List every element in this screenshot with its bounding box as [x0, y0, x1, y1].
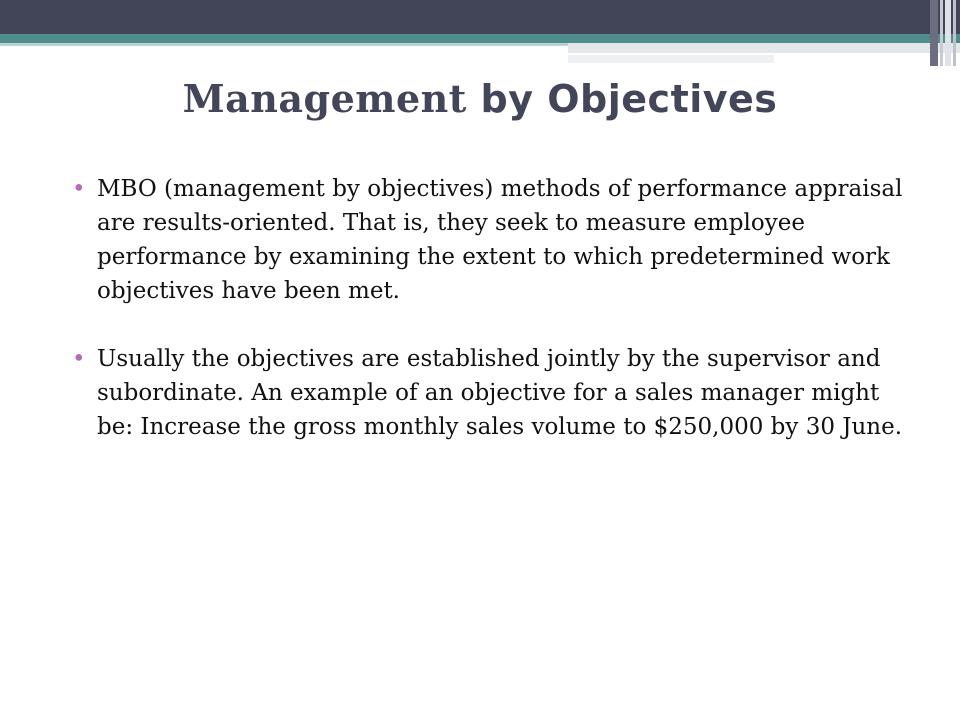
- bullet-item: [72, 172, 922, 308]
- corner-strip: [953, 0, 956, 66]
- slide-title-rest: by Objectives: [466, 77, 778, 121]
- slide-title-bold: Management: [182, 76, 467, 121]
- header-band-gray: [568, 43, 960, 53]
- bullet-icon: •: [72, 176, 86, 202]
- corner-strip: [940, 0, 943, 66]
- header-band-teal: [0, 34, 960, 43]
- bullet-list: [72, 172, 922, 478]
- slide-title: [0, 76, 960, 121]
- bullet-text: MBO (management by objectives) methods of performance appraisal are results-oriented. That is, they seek to measure employee performance by examining the extent to which predetermined work objectives have been met.: [97, 176, 903, 304]
- bullet-text: Usually the objectives are established jointly by the supervisor and subordinate. An example of an objective for a sales manager might be: Increase the gross monthly sales volume to $250,000 by 30 June.: [97, 346, 903, 440]
- bullet-icon: •: [72, 346, 86, 372]
- bullet-item: [72, 342, 922, 444]
- header-band-dark: [0, 0, 960, 34]
- corner-strip: [930, 0, 938, 66]
- header-band-gray-2: [568, 55, 774, 63]
- corner-strip: [945, 0, 951, 66]
